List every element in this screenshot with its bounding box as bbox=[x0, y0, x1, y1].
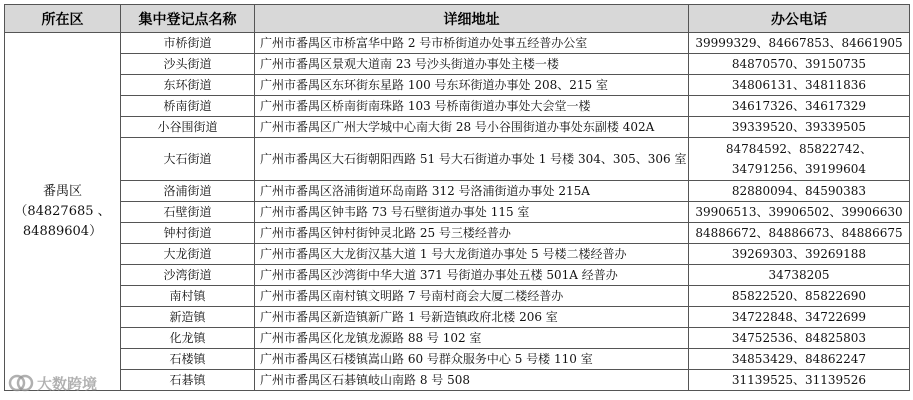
phone-cell: 31139525、31139526 bbox=[689, 370, 910, 391]
address-cell: 广州市番禺区化龙镇龙源路 88 号 102 室 bbox=[255, 328, 689, 349]
address-cell: 广州市番禺区钟韦路 73 号石壁街道办事处 115 室 bbox=[255, 202, 689, 223]
phone-cell: 39269303、39269188 bbox=[689, 244, 910, 265]
address-cell: 广州市番禺区广州大学城中心南大街 28 号小谷围街道办事处东副楼 402A bbox=[255, 117, 689, 138]
address-cell: 广州市番禺区石楼镇嵩山路 60 号群众服务中心 5 号楼 110 室 bbox=[255, 349, 689, 370]
point-name-cell: 南村镇 bbox=[121, 286, 255, 307]
address-cell: 广州市番禺区大龙街汉基大道 1 号大龙街道办事处 5 号楼二楼经普办 bbox=[255, 244, 689, 265]
address-cell: 广州市番禺区钟村街钟灵北路 25 号三楼经普办 bbox=[255, 223, 689, 244]
district-phone-line2: 84889604） bbox=[22, 223, 103, 239]
point-name-cell: 化龙镇 bbox=[121, 328, 255, 349]
table-row bbox=[5, 138, 910, 181]
phone-cell: 34806131、34811836 bbox=[689, 75, 910, 96]
header-address: 详细地址 bbox=[255, 5, 689, 33]
point-name-cell: 市桥街道 bbox=[121, 33, 255, 54]
registration-points-table bbox=[4, 4, 910, 391]
address-cell: 广州市番禺区南村镇文明路 7 号南村商会大厦二楼经普办 bbox=[255, 286, 689, 307]
address-cell: 广州市番禺区桥南街南珠路 103 号桥南街道办事处大会堂一楼 bbox=[255, 96, 689, 117]
phone-line: 34791256、39199604 bbox=[731, 162, 867, 176]
point-name-cell: 石碁镇 bbox=[121, 370, 255, 391]
point-name-cell: 钟村街道 bbox=[121, 223, 255, 244]
table-body bbox=[5, 33, 910, 391]
table-row bbox=[5, 75, 910, 96]
point-name-cell: 东环街道 bbox=[121, 75, 255, 96]
point-name-cell: 沙头街道 bbox=[121, 54, 255, 75]
header-point-name: 集中登记点名称 bbox=[121, 5, 255, 33]
point-name-cell: 石壁街道 bbox=[121, 202, 255, 223]
phone-cell: 82880094、84590383 bbox=[689, 181, 910, 202]
table-row bbox=[5, 244, 910, 265]
table-row bbox=[5, 33, 910, 54]
table-row bbox=[5, 181, 910, 202]
table-row bbox=[5, 307, 910, 328]
address-cell: 广州市番禺区沙湾街中华大道 371 号街道办事处五楼 501A 经普办 bbox=[255, 265, 689, 286]
phone-cell: 39999329、84667853、84661905 bbox=[689, 33, 910, 54]
point-name-cell: 大龙街道 bbox=[121, 244, 255, 265]
point-name-cell: 石楼镇 bbox=[121, 349, 255, 370]
point-name-cell: 桥南街道 bbox=[121, 96, 255, 117]
table-row bbox=[5, 223, 910, 244]
table-row bbox=[5, 54, 910, 75]
address-cell: 广州市番禺区石碁镇岐山南路 8 号 508 bbox=[255, 370, 689, 391]
address-cell: 广州市番禺区景观大道南 23 号沙头街道办事处主楼一楼 bbox=[255, 54, 689, 75]
phone-cell bbox=[689, 138, 910, 181]
phone-cell: 34853429、84862247 bbox=[689, 349, 910, 370]
table-row bbox=[5, 286, 910, 307]
district-cell bbox=[5, 33, 121, 391]
address-cell: 广州市番禺区市桥富华中路 2 号市桥街道办处事五经普办公室 bbox=[255, 33, 689, 54]
table-row bbox=[5, 265, 910, 286]
phone-cell: 84886672、84886673、84886675 bbox=[689, 223, 910, 244]
registration-table-container bbox=[4, 4, 909, 391]
phone-cell: 34738205 bbox=[689, 265, 910, 286]
address-cell: 广州市番禺区新造镇新广路 1 号新造镇政府北楼 206 室 bbox=[255, 307, 689, 328]
address-cell: 广州市番禺区洛浦街道环岛南路 312 号洛浦街道办事处 215A bbox=[255, 181, 689, 202]
header-district: 所在区 bbox=[5, 5, 121, 33]
district-phone-line1: （84827685 、 bbox=[14, 203, 111, 219]
point-name-cell: 大石街道 bbox=[121, 138, 255, 181]
table-row bbox=[5, 117, 910, 138]
address-cell: 广州市番禺区大石街朝阳西路 51 号大石街道办事处 1 号楼 304、305、306 室 bbox=[255, 138, 689, 181]
address-cell: 广州市番禺区东环街东星路 100 号东环街道办事处 208、215 室 bbox=[255, 75, 689, 96]
point-name-cell: 新造镇 bbox=[121, 307, 255, 328]
table-row bbox=[5, 349, 910, 370]
watermark-text: 大数跨境 bbox=[37, 374, 98, 393]
phone-cell: 34752536、84825803 bbox=[689, 328, 910, 349]
header-phone: 办公电话 bbox=[689, 5, 910, 33]
point-name-cell: 洛浦街道 bbox=[121, 181, 255, 202]
table-row bbox=[5, 370, 910, 391]
table-header-row bbox=[5, 5, 910, 33]
phone-cell: 85822520、85822690 bbox=[689, 286, 910, 307]
table-row bbox=[5, 328, 910, 349]
phone-cell: 39906513、39906502、39906630 bbox=[689, 202, 910, 223]
table-row bbox=[5, 202, 910, 223]
phone-cell: 34617326、34617329 bbox=[689, 96, 910, 117]
table-row bbox=[5, 96, 910, 117]
phone-cell: 84870570、39150735 bbox=[689, 54, 910, 75]
phone-cell: 34722848、34722699 bbox=[689, 307, 910, 328]
point-name-cell: 沙湾街道 bbox=[121, 265, 255, 286]
point-name-cell: 小谷围街道 bbox=[121, 117, 255, 138]
phone-line: 84784592、85822742、 bbox=[725, 142, 873, 156]
district-name: 番禺区 bbox=[42, 183, 82, 199]
phone-cell: 39339520、39339505 bbox=[689, 117, 910, 138]
